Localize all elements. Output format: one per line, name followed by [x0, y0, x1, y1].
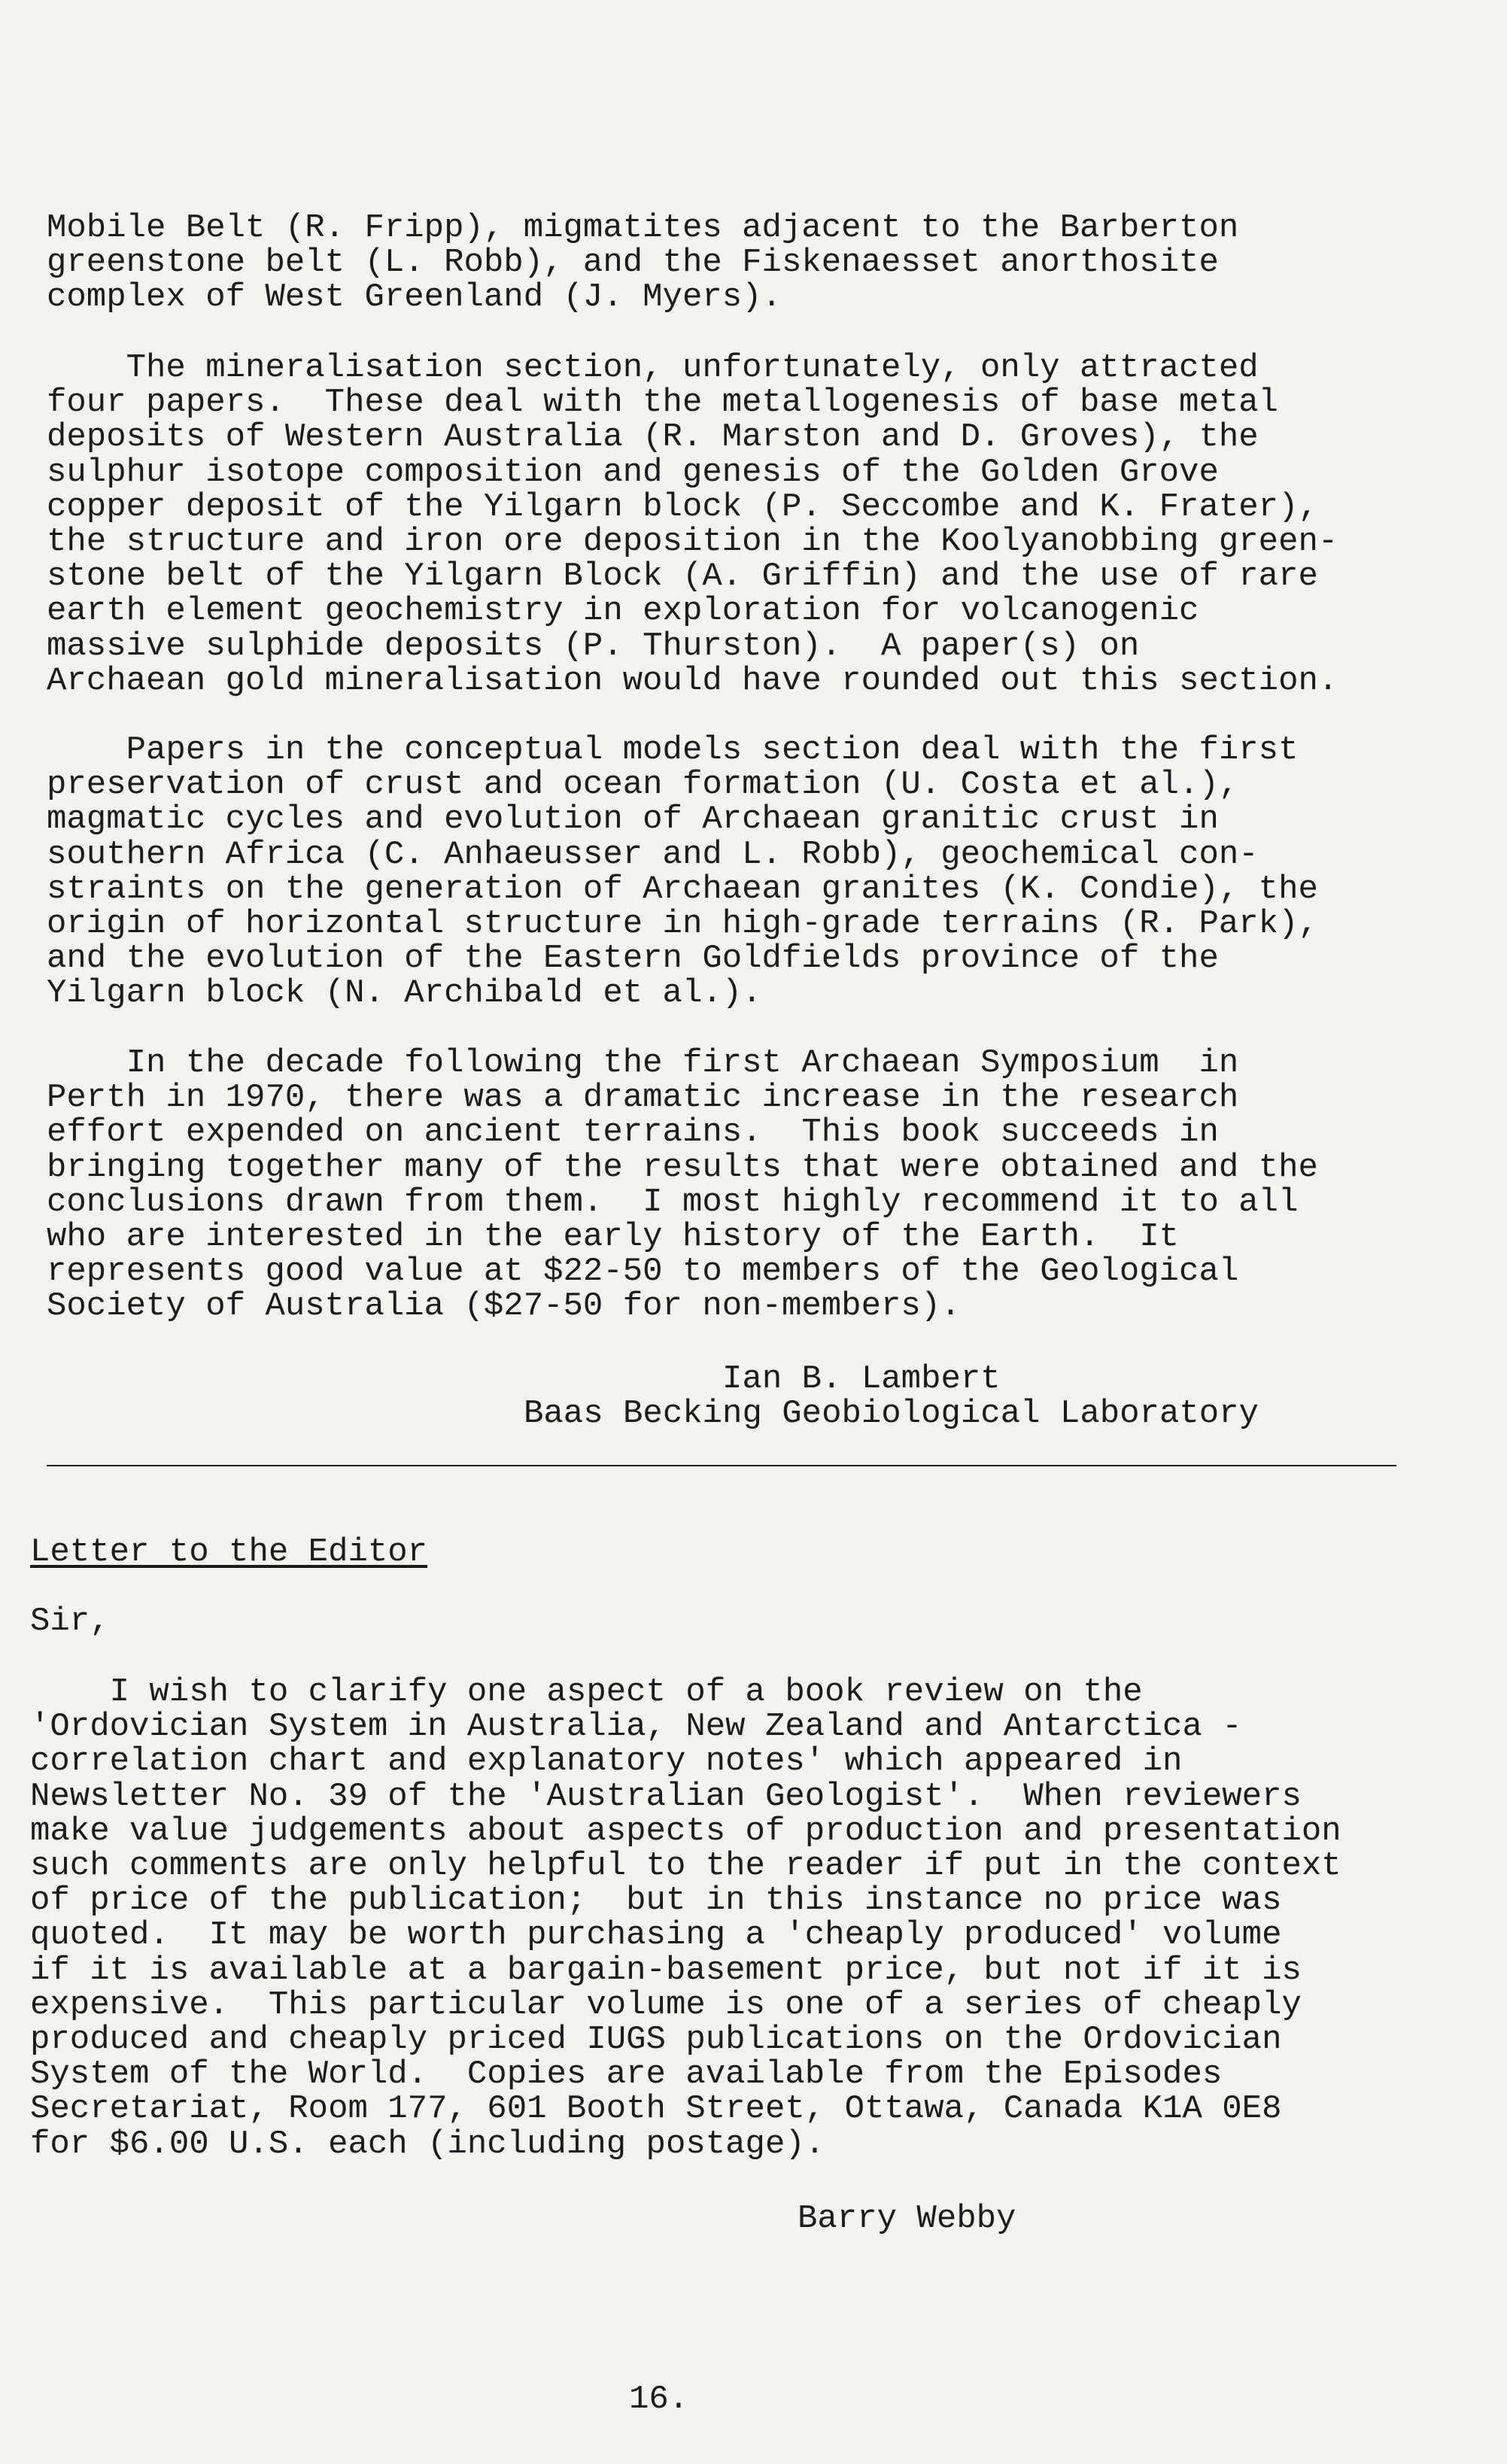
letter-heading: Letter to the Editor — [30, 1533, 428, 1571]
letter-signature: Barry Webby — [798, 2200, 1016, 2238]
review-mineralisation-paragraph: The mineralisation section, unfortunately, only attracted four papers. These deal with the metallogenesis of base metal deposits of Western Australia (R. Marston and D. Groves), the sulphur isotope composition and genesis of the Golden Grove copper deposit of the Yilgarn block (P. Seccombe and K. Frater), the structure and iron ore deposition in the Koolyanobbing green- stone belt of the Yilgarn Block (A. Griffin) and the use of rare earth element geochemistry in exploration for volcanogenic massive sulphide deposits (P. Thurston). A paper(s) on Archaean gold mineralisation would have rounded out this section. — [47, 349, 1338, 700]
letter-body: I wish to clarify one aspect of a book review on the 'Ordovician System in Australia, New Zealand and Antarctica - correlation chart and explanatory notes' which appeared in Newsletter No. 39 of the 'Australian Geologist'. When reviewers make value judgements about aspects of production and presentation such comments are only helpful to the reader if put in the context of price of the publication; but in this instance no price was quoted. It may be worth purchasing a 'cheaply produced' volume if it is available at a bargain-basement price, but not if it is expensive. This particular volume is one of a series of cheaply produced and cheaply priced IUGS publications on the Ordovician System of the World. Copies are available from the Episodes Secretariat, Room 177, 601 Booth Street, Ottawa, Canada K1A 0E8 for $6.00 U.S. each (including postage). — [30, 1673, 1341, 2163]
review-continuation-paragraph: Mobile Belt (R. Fripp), migmatites adjacent to the Barberton greenstone belt (L. Robb), and the Fiskenaesset anorthosite complex of West Greenland (J. Myers). — [47, 209, 1239, 317]
review-signature: Ian B. Lambert Baas Becking Geobiological Laboratory — [524, 1360, 1259, 1433]
section-divider — [47, 1465, 1396, 1466]
review-conclusion-paragraph: In the decade following the first Archaean Symposium in Perth in 1970, there was a dramatic increase in the research effort expended on ancient terrains. This book succeeds in bringing together many of the results that were obtained and the conclusions drawn from them. I most highly recommend it to all who are interested in the early history of the Earth. It represents good value at $22-50 to members of the Geological Society of Australia ($27-50 for non-members). — [47, 1044, 1318, 1326]
review-conceptual-models-paragraph: Papers in the conceptual models section deal with the first preservation of crust and ocean formation (U. Costa et al.), magmatic cycles and evolution of Archaean granitic crust in southern Africa (C. Anhaeusser and L. Robb), geochemical con- straints on the generation of Archaean granites (K. Condie), the origin of horizontal structure in high-grade terrains (R. Park), and the evolution of the Eastern Goldfields province of the Yilgarn block (N. Archibald et al.). — [47, 731, 1318, 1013]
page-number: 16. — [629, 2380, 689, 2418]
letter-salutation: Sir, — [30, 1603, 110, 1640]
